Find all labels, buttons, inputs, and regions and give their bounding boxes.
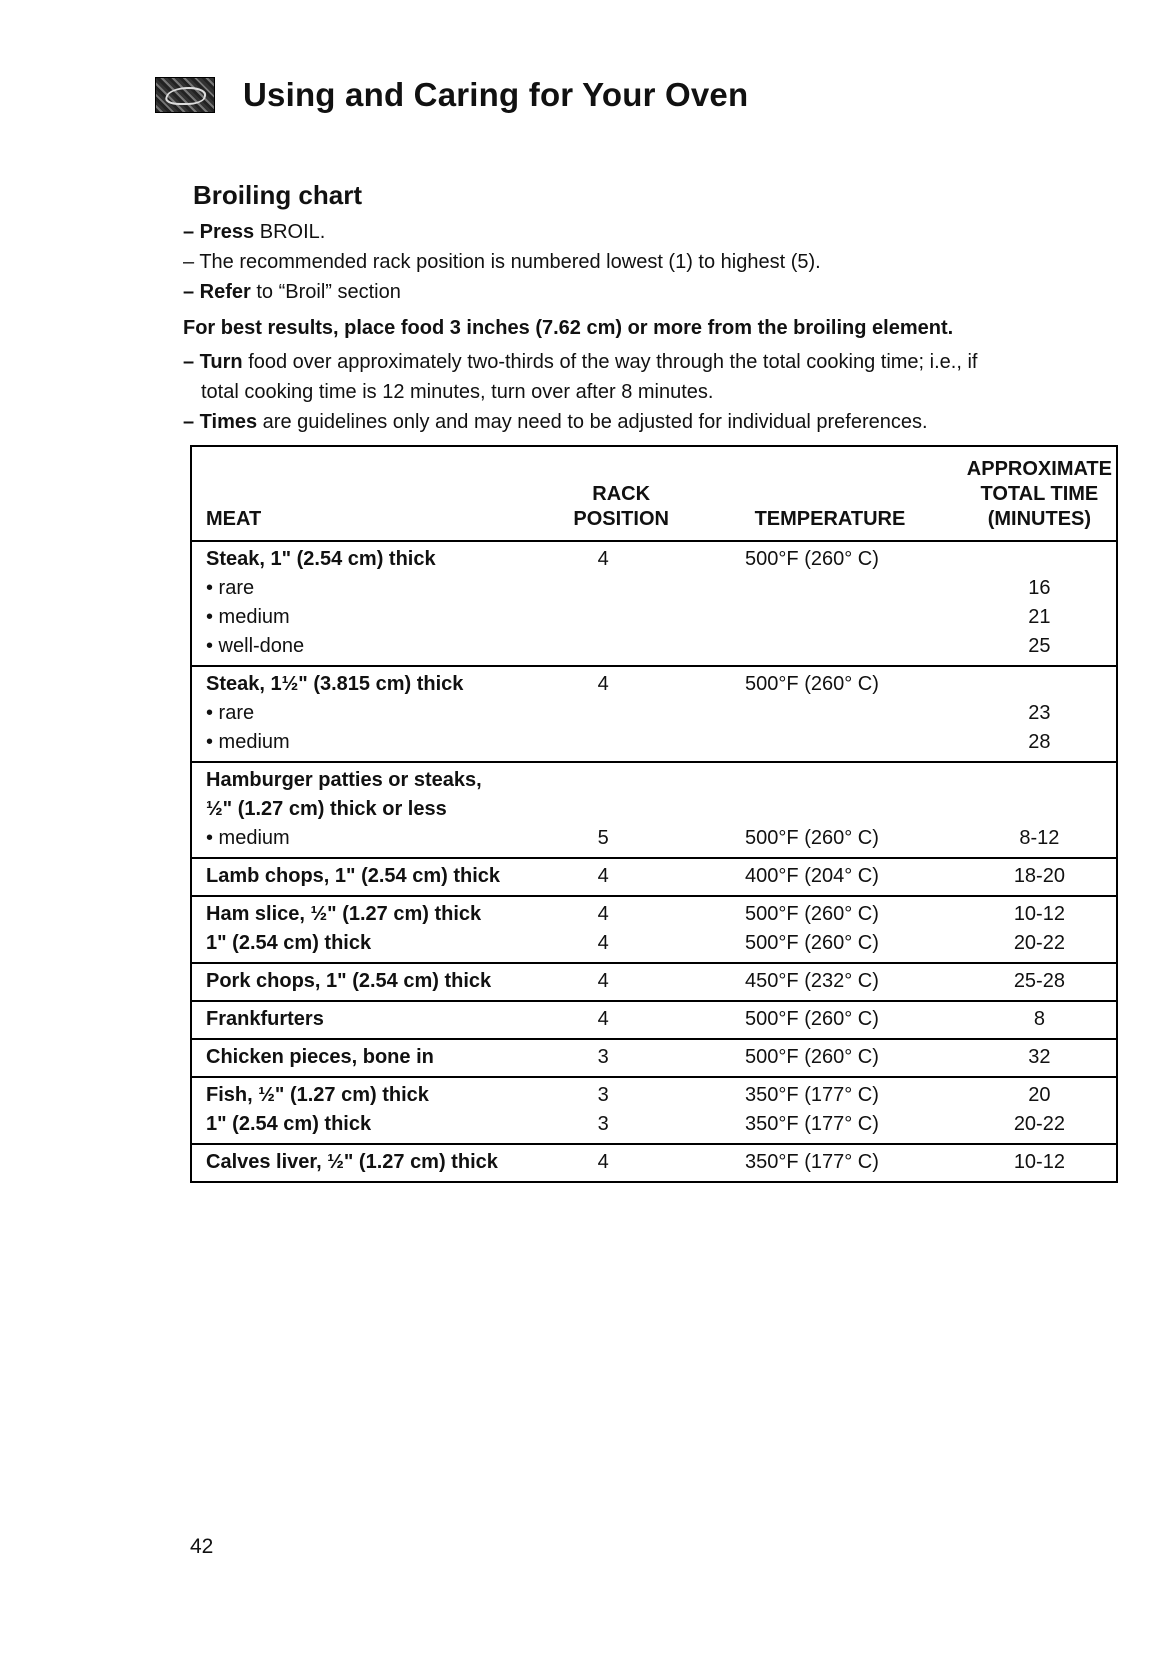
instructions-list <box>183 217 1123 307</box>
cell-time: 16 <box>1028 577 1051 599</box>
cell-temperature: 400°F (204° C) <box>697 858 963 896</box>
cell-rack <box>545 762 697 795</box>
cell-temperature: 350°F (177° C) <box>697 1144 963 1182</box>
header-temperature: TEMPERATURE <box>697 446 963 541</box>
cell-rack: 3 <box>545 1110 697 1144</box>
cell-rack <box>545 603 697 632</box>
cell-meat: • well-done <box>191 632 545 666</box>
cell-temperature: 450°F (232° C) <box>697 963 963 1001</box>
cell-rack: 4 <box>597 903 609 925</box>
cell-meat: • medium <box>206 606 290 628</box>
cell-time: 20 <box>1028 1084 1051 1106</box>
cell-meat: Pork chops, 1" (2.54 cm) thick <box>191 963 545 1001</box>
cell-rack: 4 <box>597 548 609 570</box>
table-row <box>191 1077 1117 1110</box>
table-row <box>191 824 1117 858</box>
cell-meat: 1" (2.54 cm) thick <box>191 1110 545 1144</box>
cell-time: 21 <box>1028 606 1051 628</box>
table-row <box>191 896 1117 929</box>
header-meat: MEAT <box>191 446 545 541</box>
cell-temperature: 500°F (260° C) <box>745 673 879 695</box>
cell-temperature <box>697 632 963 666</box>
cell-temperature: 350°F (177° C) <box>745 1084 879 1106</box>
cell-meat: ½" (1.27 cm) thick or less <box>206 798 447 820</box>
cell-rack: 4 <box>545 858 697 896</box>
cell-temperature: 500°F (260° C) <box>745 903 879 925</box>
cell-meat: • rare <box>206 577 255 599</box>
tip-item: – Turn food over approximately two-thirds of the way through the total cooking time; i.e., if <box>183 351 978 373</box>
cell-meat: • medium <box>191 728 545 762</box>
tip-continuation: total cooking time is 12 minutes, turn over after 8 minutes. <box>201 381 714 403</box>
cell-time: 28 <box>963 728 1117 762</box>
cell-rack: 4 <box>545 963 697 1001</box>
brand-logo <box>155 77 215 113</box>
cell-time <box>963 666 1117 699</box>
table-row <box>191 929 1117 963</box>
cell-time: 20-22 <box>963 1110 1117 1144</box>
cell-temperature: 500°F (260° C) <box>697 929 963 963</box>
best-results-note: For best results, place food 3 inches (7.62 cm) or more from the broiling element. <box>183 317 954 339</box>
cell-temperature <box>697 795 963 824</box>
cell-time: 8-12 <box>963 824 1117 858</box>
cell-time: 25-28 <box>963 963 1117 1001</box>
header-rack-position <box>545 446 697 541</box>
header-rack-text: RACK POSITION <box>573 483 669 530</box>
cell-temperature: 500°F (260° C) <box>697 1001 963 1039</box>
cell-rack <box>545 632 697 666</box>
cell-rack <box>545 795 697 824</box>
table-row <box>191 699 1117 728</box>
table-row <box>191 728 1117 762</box>
cell-time: 8 <box>963 1001 1117 1039</box>
cell-temperature <box>697 762 963 795</box>
table-row <box>191 1001 1117 1039</box>
header-total-time <box>963 446 1117 541</box>
cell-time: 23 <box>1028 702 1051 724</box>
page-number: 42 <box>190 1535 214 1558</box>
cell-temperature: 350°F (177° C) <box>697 1110 963 1144</box>
cell-temperature <box>697 728 963 762</box>
table-row <box>191 574 1117 603</box>
cell-temperature: 500°F (260° C) <box>745 548 879 570</box>
table-header-row <box>191 446 1117 541</box>
section-title: Broiling chart <box>193 180 363 210</box>
cell-temperature <box>697 699 963 728</box>
cell-temperature: 500°F (260° C) <box>697 1039 963 1077</box>
cell-meat: • medium <box>191 824 545 858</box>
table-row <box>191 666 1117 699</box>
table-row <box>191 1039 1117 1077</box>
cell-rack: 4 <box>597 673 609 695</box>
page-title: Using and Caring for Your Oven <box>243 76 749 113</box>
instruction-item: – The recommended rack position is numbered lowest (1) to highest (5). <box>183 251 821 273</box>
cell-meat: Ham slice, ½" (1.27 cm) thick <box>206 903 482 925</box>
cell-time <box>963 541 1117 574</box>
cell-time: 32 <box>963 1039 1117 1077</box>
cell-temperature <box>697 603 963 632</box>
table-body <box>191 541 1117 1182</box>
cell-rack: 3 <box>597 1084 609 1106</box>
cell-time: 10-12 <box>1013 903 1065 925</box>
cell-rack: 4 <box>545 1001 697 1039</box>
cell-time <box>963 762 1117 795</box>
broiling-section <box>183 180 1123 437</box>
table-row <box>191 1144 1117 1182</box>
cell-meat: Lamb chops, 1" (2.54 cm) thick <box>191 858 545 896</box>
cell-meat: Fish, ½" (1.27 cm) thick <box>206 1084 429 1106</box>
tip-item: – Times are guidelines only and may need to be adjusted for individual preferences. <box>183 411 928 433</box>
cell-meat: 1" (2.54 cm) thick <box>191 929 545 963</box>
page-header <box>155 70 748 120</box>
cell-time: 10-12 <box>963 1144 1117 1182</box>
table-row <box>191 632 1117 666</box>
cell-rack <box>545 699 697 728</box>
header-time-text: APPROXIMATE TOTAL TIME (MINUTES) <box>966 458 1112 530</box>
instruction-item: – Press BROIL. <box>183 221 326 243</box>
cell-temperature: 500°F (260° C) <box>697 824 963 858</box>
table-row <box>191 795 1117 824</box>
cell-rack: 4 <box>545 1144 697 1182</box>
cell-rack: 4 <box>545 929 697 963</box>
cell-time: 25 <box>963 632 1117 666</box>
table-row <box>191 541 1117 574</box>
cell-meat: Frankfurters <box>191 1001 545 1039</box>
cell-meat: Chicken pieces, bone in <box>191 1039 545 1077</box>
cell-temperature <box>697 574 963 603</box>
table-row <box>191 1110 1117 1144</box>
cell-meat: Hamburger patties or steaks, <box>206 769 482 791</box>
cell-time: 18-20 <box>963 858 1117 896</box>
cell-rack: 5 <box>545 824 697 858</box>
table-row <box>191 603 1117 632</box>
instruction-item: – Refer to “Broil” section <box>183 281 401 303</box>
cell-time: 20-22 <box>963 929 1117 963</box>
table-row <box>191 762 1117 795</box>
cell-meat: • rare <box>206 702 255 724</box>
table-row <box>191 858 1117 896</box>
table-row <box>191 963 1117 1001</box>
broiling-chart-table <box>190 445 1118 1183</box>
cell-rack <box>545 574 697 603</box>
cell-time <box>963 795 1117 824</box>
cell-meat: Steak, 1" (2.54 cm) thick <box>206 548 436 570</box>
cell-meat: Calves liver, ½" (1.27 cm) thick <box>191 1144 545 1182</box>
cell-meat: Steak, 1½" (3.815 cm) thick <box>206 673 464 695</box>
cell-rack: 3 <box>545 1039 697 1077</box>
cell-rack <box>545 728 697 762</box>
